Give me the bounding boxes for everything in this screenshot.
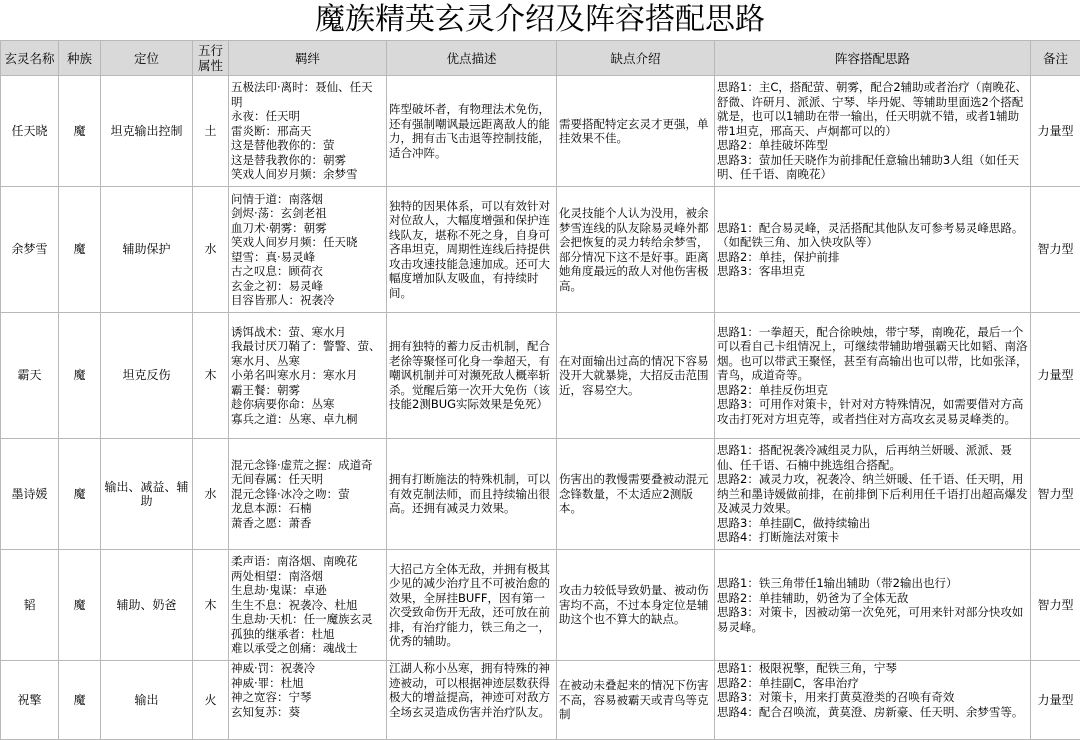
bond-line: 笑戏人间岁月频：余梦雪 xyxy=(231,167,384,182)
bond-line: 目容皆那人：祝袭冷 xyxy=(231,293,384,308)
bond-line: 我最讨厌刀鞘了：警警、萤、寒水月、丛寒 xyxy=(231,339,384,368)
bond-line: 生息劫·鬼谋：卓逊 xyxy=(231,583,384,598)
header-race: 种族 xyxy=(59,41,101,76)
bond-line: 五极法印·离时：聂仙、任天明 xyxy=(231,80,384,109)
cell-pros: 大招己方全体无敌，并拥有极其少见的减少治疗且不可被治愈的效果，全屏挂BUFF，因有第一次受致命伤开无敌，还可放在前排，有治疗能力，铁三角之一，优秀的辅助。 xyxy=(387,550,557,661)
bond-line: 望雪：真·易灵峰 xyxy=(231,250,384,265)
header-bonds: 羁绊 xyxy=(229,41,387,76)
strategy-line: 思路2：单挂副C，客串治疗 xyxy=(717,676,1028,691)
strategy-line: 思路3：可用作对策卡，针对对方特殊情况，如需要借对方高攻击打死对方坦克等，或者挡住对方高攻玄灵易灵峰类的。 xyxy=(717,397,1028,426)
cell-name: 霸天 xyxy=(1,313,59,439)
strategy-line: 思路2：单挂反伤坦克 xyxy=(717,383,1028,398)
bond-line: 玄知复苏：葵 xyxy=(231,705,384,720)
bond-line: 神威·罪：杜旭 xyxy=(231,676,384,691)
cell-cons: 攻击力较低导致奶量、被动伤害均不高，不过本身定位是辅助这个也不算大的缺点。 xyxy=(557,550,715,661)
table-row xyxy=(1,661,1080,740)
header-role: 定位 xyxy=(101,41,193,76)
strategy-line: 思路1：搭配祝袭冷减组灵力队，后再纳兰妍暖、派派、聂仙、任千语、石楠中挑选组合搭配。 xyxy=(717,443,1028,472)
cell-note: 力量型 xyxy=(1031,76,1080,187)
bond-line: 寡兵之道：丛寒、卓九桐 xyxy=(231,412,384,427)
cell-race: 魔 xyxy=(59,187,101,313)
cell-note: 智力型 xyxy=(1031,439,1080,550)
cell-cons: 在对面输出过高的情况下容易没开大就暴毙，大招反击范围近，容易空大。 xyxy=(557,313,715,439)
cell-bonds xyxy=(229,313,387,439)
bond-line: 问情于道：南落烟 xyxy=(231,192,384,207)
header-strategy: 阵容搭配思路 xyxy=(715,41,1031,76)
bond-line: 两处相望：南洛烟 xyxy=(231,569,384,584)
cell-note: 力量型 xyxy=(1031,661,1080,740)
bond-line: 趁你病要你命：丛寒 xyxy=(231,397,384,412)
bond-line: 龙息本源：石楠 xyxy=(231,501,384,516)
strategy-line: 思路3：对策卡，因被动第一次免死，可用来针对部分快攻如易灵峰。 xyxy=(717,605,1028,634)
strategy-line: 思路3：客串坦克 xyxy=(717,264,1028,279)
cell-strategy xyxy=(715,187,1031,313)
lineup-table xyxy=(0,40,1080,740)
cell-race: 魔 xyxy=(59,76,101,187)
bond-line: 神之宽容：宁琴 xyxy=(231,690,384,705)
cell-pros: 拥有打断施法的特殊机制，可以有效克制法师，而且持续输出很高。还拥有减灵力效果。 xyxy=(387,439,557,550)
cell-strategy xyxy=(715,439,1031,550)
strategy-line: 思路1：极限祝擎，配铁三角，宁琴 xyxy=(717,661,1028,676)
cell-role: 坦克反伤 xyxy=(101,313,193,439)
strategy-line: 思路2：减灵力攻，祝袭冷、纳兰妍暖、任千语、任天明，用纳兰和墨诗媛做前排，在前排倒下后利用任千语打出超高爆发及减灵力效果。 xyxy=(717,472,1028,516)
page-title: 魔族精英玄灵介绍及阵容搭配思路 xyxy=(0,0,1080,40)
cell-race: 魔 xyxy=(59,313,101,439)
bond-line: 混元念锋·虚荒之握：成道奇 xyxy=(231,458,384,473)
cell-element: 木 xyxy=(193,550,229,661)
cell-name: 余梦雪 xyxy=(1,187,59,313)
cell-note: 智力型 xyxy=(1031,550,1080,661)
bond-line: 小弟名叫寒水月：寒水月 xyxy=(231,368,384,383)
bond-line: 萧香之愿：萧香 xyxy=(231,516,384,531)
cell-strategy xyxy=(715,550,1031,661)
strategy-line: 思路3：对策卡，用来打黄莫澄类的召唤有奇效 xyxy=(717,690,1028,705)
cell-role: 辅助保护 xyxy=(101,187,193,313)
cell-pros: 江湖人称小丛寒，拥有特殊的神迹被动，可以根据神迹层数获得极大的增益提高，神迹可对敌方全场玄灵造成伤害并治疗队友。 xyxy=(387,661,557,740)
bond-line: 这是替他教你的：萤 xyxy=(231,138,384,153)
cell-cons: 在被动未叠起来的情况下伤害不高，容易被霸天或青鸟等克制 xyxy=(557,661,715,740)
cell-pros: 阵型破坏者，有物理法术免伤，还有强制嘲讽最远距离敌人的能力，拥有击飞击退等控制技能，适合冲阵。 xyxy=(387,76,557,187)
bond-line: 古之叹息：顾荷衣 xyxy=(231,264,384,279)
cell-name: 任天晓 xyxy=(1,76,59,187)
cell-name: 墨诗媛 xyxy=(1,439,59,550)
cell-race: 魔 xyxy=(59,550,101,661)
strategy-line: 思路3：单挂副C，做持续输出 xyxy=(717,516,1028,531)
cell-cons: 化灵技能个人认为没用，被余梦雪连线的队友除易灵峰外都会把恢复的灵力转给余梦雪，部分情况下这不是好事。距离她角度最远的敌人对他伤害极高。 xyxy=(557,187,715,313)
header-name: 玄灵名称 xyxy=(1,41,59,76)
cell-name: 韬 xyxy=(1,550,59,661)
cell-role: 坦克输出控制 xyxy=(101,76,193,187)
cell-role: 辅助、奶爸 xyxy=(101,550,193,661)
cell-bonds xyxy=(229,439,387,550)
bond-line: 血刀术·朝雾：朝雾 xyxy=(231,221,384,236)
strategy-line: 思路1：铁三角带任1输出辅助（带2输出也行） xyxy=(717,576,1028,591)
header-cons: 缺点介绍 xyxy=(557,41,715,76)
bond-line: 剑烬·荡：玄剑老祖 xyxy=(231,206,384,221)
cell-cons: 需要搭配特定玄灵才更强，单挂效果不佳。 xyxy=(557,76,715,187)
bond-line: 无间春属：任天明 xyxy=(231,472,384,487)
cell-cons: 伤害出的教慢需要叠被动混元念锋数量，不太适应2测版本。 xyxy=(557,439,715,550)
cell-note: 智力型 xyxy=(1031,187,1080,313)
bond-line: 混元念锋·冰冷之吻：萤 xyxy=(231,487,384,502)
table-row xyxy=(1,76,1080,187)
strategy-line: 思路4：打断施法对策卡 xyxy=(717,530,1028,545)
cell-strategy xyxy=(715,76,1031,187)
cell-bonds xyxy=(229,550,387,661)
bond-line: 生息劫·天机：任一魔族玄灵 xyxy=(231,612,384,627)
bond-line: 永夜：任天明 xyxy=(231,109,384,124)
cell-name: 祝擎 xyxy=(1,661,59,740)
bond-line: 玄金之初：易灵峰 xyxy=(231,279,384,294)
header-element: 五行属性 xyxy=(193,41,229,76)
strategy-line: 思路2：单挂，保护前排 xyxy=(717,250,1028,265)
strategy-line: 思路2：单挂破坏阵型 xyxy=(717,138,1028,153)
bond-line: 笑戏人间岁月频：任天晓 xyxy=(231,235,384,250)
header-note: 备注 xyxy=(1031,41,1080,76)
strategy-line: 思路2：单挂辅助，奶爸为了全体无敌 xyxy=(717,591,1028,606)
strategy-line: 思路4：配合召唤流，黄莫澄、房新豪、任天明、余梦雪等。 xyxy=(717,705,1028,720)
cell-pros: 独特的因果体系，可以有效针对对位敌人，大幅度增强和保护连线队友，堪称不死之身，自身可吝串坦克，周期性连线后持提供攻击攻速技能急速加成。还可大幅度增加队友吸血，有持续时间。 xyxy=(387,187,557,313)
bond-line: 雷炎断：邢高天 xyxy=(231,124,384,139)
strategy-line: 思路1：配合易灵峰，灵活搭配其他队友可参考易灵峰思路。（如配铁三角、加入快攻队等） xyxy=(717,221,1028,250)
cell-bonds xyxy=(229,661,387,740)
table-row xyxy=(1,439,1080,550)
strategy-line: 思路1：一拳超天，配合徐映烛，带宁琴，南晚花，最后一个可以看自己卡组情况上，可继续带辅助增强霸天比如韬、南洛烟。也可以带武王聚怪，甚至有高输出也可以带，比如张泽，青鸟，成道奇等。 xyxy=(717,325,1028,383)
cell-race: 魔 xyxy=(59,661,101,740)
bond-line: 难以承受之创痛：魂战士 xyxy=(231,641,384,656)
bond-line: 孤独的继承者：杜旭 xyxy=(231,627,384,642)
cell-element: 水 xyxy=(193,187,229,313)
bond-line: 霸王餐：朝雾 xyxy=(231,383,384,398)
cell-pros: 拥有独特的蓄力反击机制，配合老徐等聚怪可化身一拳超天，有嘲讽机制并可对濒死敌人概率斩杀。觉醒后第一次开大免伤（该技能2测BUG实际效果是免死） xyxy=(387,313,557,439)
bond-line: 柔声语：南洛烟、南晚花 xyxy=(231,554,384,569)
table-row xyxy=(1,313,1080,439)
cell-element: 木 xyxy=(193,313,229,439)
cell-strategy xyxy=(715,313,1031,439)
cell-element: 火 xyxy=(193,661,229,740)
cell-role: 输出、减益、辅助 xyxy=(101,439,193,550)
table-row xyxy=(1,550,1080,661)
cell-bonds xyxy=(229,76,387,187)
cell-element: 土 xyxy=(193,76,229,187)
bond-line: 诱饵战术：萤、寒水月 xyxy=(231,325,384,340)
bond-line: 神威·罚：祝袭冷 xyxy=(231,661,384,676)
cell-bonds xyxy=(229,187,387,313)
table-row xyxy=(1,187,1080,313)
cell-element: 水 xyxy=(193,439,229,550)
cell-note: 力量型 xyxy=(1031,313,1080,439)
cell-role: 输出 xyxy=(101,661,193,740)
bond-line: 这是替我教你的：朝雾 xyxy=(231,153,384,168)
strategy-line: 思路1：主C，搭配萤、朝雾，配合2辅助或者治疗（南晚花、舒微、许研月、派派、宁琴、毕丹妮、等辅助里面选2个搭配就是，也可以1辅助在带一输出，任天明就不错，或者1辅助带1坦克，邢高天、卢炯都可以的） xyxy=(717,80,1028,138)
header-pros: 优点描述 xyxy=(387,41,557,76)
cell-race: 魔 xyxy=(59,439,101,550)
header-row xyxy=(1,41,1080,76)
cell-strategy xyxy=(715,661,1031,740)
strategy-line: 思路3：萤加任天晓作为前排配任意输出辅助3人组（如任天明、任千语、南晚花） xyxy=(717,153,1028,182)
bond-line: 生生不息：祝袭冷、杜旭 xyxy=(231,598,384,613)
